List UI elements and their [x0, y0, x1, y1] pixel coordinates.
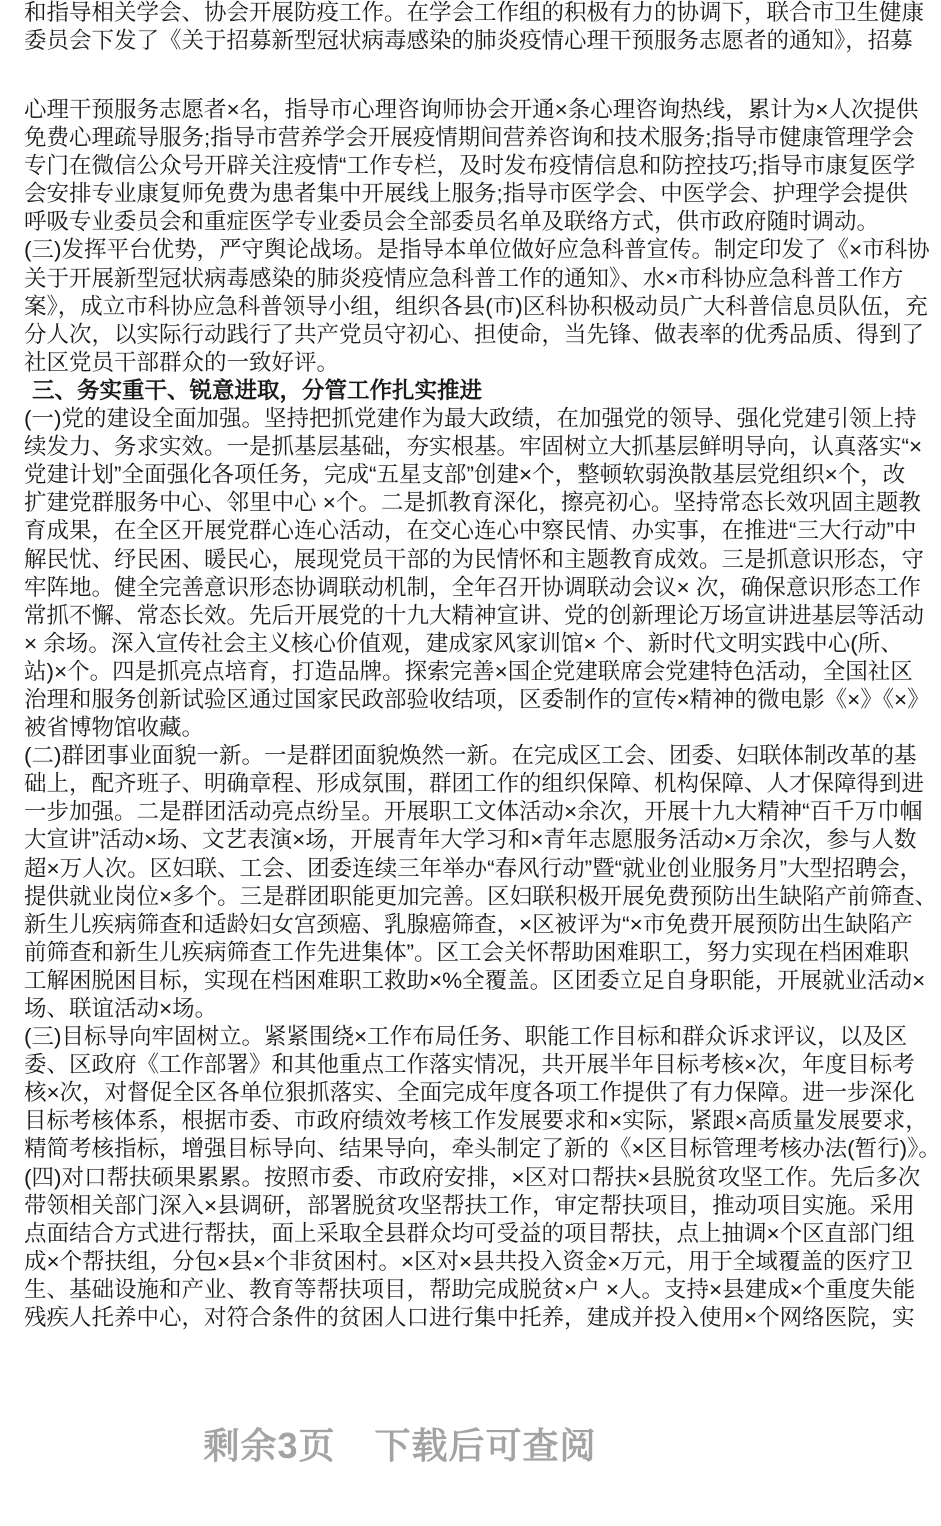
- text-line: 党建计划”全面强化各项任务，完成“五星支部”创建×个，整顿软弱涣散基层党组织×个，改: [24, 462, 906, 488]
- text-line: 生、基础设施和产业、教育等帮扶项目，帮助完成脱贫×户 ×人。支持×县建成×个重度失能: [24, 1276, 916, 1302]
- remaining-pages-label: 剩余3页: [203, 1425, 336, 1466]
- text-line: 分人次，以实际行动践行了共产党员守初心、担使命，当先锋、做表率的优秀品质、得到了: [24, 321, 925, 347]
- text-line: 和指导相关学会、协会开展防疫工作。在学会工作组的积极有力的协调下，联合市卫生健康: [24, 0, 925, 25]
- text-line: 被省博物馆收藏。: [24, 715, 205, 741]
- text-line: 提供就业岗位×多个。三是群团职能更加完善。区妇联积极开展免费预防出生缺陷产前筛查、: [24, 883, 938, 909]
- text-line: 育成果，在全区开展党群心连心活动，在交心连心中察民情、办实事，在推进“三大行动”中: [24, 518, 917, 544]
- text-line: 超×万人次。区妇联、工会、团委连续三年举办“春风行动”暨“就业创业服务月”大型招聘会，: [24, 855, 923, 881]
- text-line: 点面结合方式进行帮扶，面上采取全县群众均可受益的项目帮扶，点上抽调×个区直部门组: [24, 1220, 915, 1246]
- document-body: [24, 96, 941, 1332]
- text-line: 专门在微信公众号开辟关注疫情“工作专栏，及时发布疫情信息和防控技巧;指导市康复医学: [24, 153, 916, 179]
- document-top-fragment: [24, 0, 925, 55]
- text-line: 常抓不懈、常态长效。先后开展党的十九大精神宣讲、党的创新理论万场宣讲进基层等活动: [24, 602, 925, 628]
- text-line: (三)目标导向牢固树立。紧紧围绕×工作布局任务、职能工作目标和群众诉求评议，以及区: [24, 1024, 908, 1050]
- section-heading: 三、务实重干、锐意进取，分管工作扎实推进: [32, 377, 483, 403]
- text-line: 新生儿疾病筛查和适龄妇女宫颈癌、乳腺癌筛查，×区被评为“×市免费开展预防出生缺陷产: [24, 911, 913, 937]
- text-line: 成×个帮扶组，分包×县×个非贫困村。×区对×县共投入资金×万元，用于全域覆盖的医疗卫: [24, 1248, 913, 1274]
- text-line: 委员会下发了《关于招募新型冠状病毒感染的肺炎疫情心理干预服务志愿者的通知》，招募: [24, 28, 913, 54]
- text-line: 解民忧、纾民困、暖民心，展现党员干部的为民情怀和主题教育成效。三是抓意识形态，守: [24, 546, 925, 572]
- text-line: 呼吸专业委员会和重症医学专业委员会全部委员名单及联络方式，供市政府随时调动。: [24, 209, 880, 235]
- text-line: × 余场。深入宣传社会主义核心价值观，建成家风家训馆× 个、新时代文明实践中心(所、: [24, 630, 903, 656]
- text-line: 社区党员干部群众的一致好评。: [24, 349, 340, 375]
- text-line: 站)×个。四是抓亮点培育，打造品牌。探索完善×国企党建联席会党建特色活动，全国社区: [24, 658, 913, 684]
- text-line: 关于开展新型冠状病毒感染的肺炎疫情应急科普工作的通知》、水×市科协应急科普工作方: [24, 265, 904, 291]
- text-line: 工解困脱困目标，实现在档困难职工救助×%全覆盖。区团委立足自身职能，开展就业活动×: [24, 967, 926, 993]
- text-line: (四)对口帮扶硕果累累。按照市委、市政府安排，×区对口帮扶×县脱贫攻坚工作。先后多次: [24, 1164, 921, 1190]
- text-line: 心理干预服务志愿者×名，指导市心理咨询师协会开通×条心理咨询热线，累计为×人次提供: [24, 97, 919, 122]
- text-line: 带领相关部门深入×县调研，部署脱贫攻坚帮扶工作，审定帮扶项目，推动项目实施。采用: [24, 1192, 915, 1218]
- text-line: 前筛查和新生儿疾病筛查工作先进集体”。区工会关怀帮助困难职工，努力实现在档困难职: [24, 939, 909, 965]
- text-line: 核×次，对督促全区各单位狠抓落实、全面完成年度各项工作提供了有力保障。进一步深化: [24, 1080, 915, 1106]
- text-line: 免费心理疏导服务;指导市营养学会开展疫情期间营养咨询和技术服务;指导市健康管理学会: [24, 125, 915, 151]
- text-line: 场、联谊活动×场。: [24, 996, 218, 1021]
- text-line: 扩建党群服务中心、邻里中心 ×个。二是抓教育深化，擦亮初心。坚持常态长效巩固主题教: [24, 490, 921, 516]
- text-line: (三)发挥平台优势，严守舆论战场。是指导本单位做好应急科普宣传。制定印发了《×市科协: [24, 237, 930, 263]
- download-to-view-label[interactable]: 下载后可查阅: [374, 1425, 597, 1466]
- download-prompt[interactable]: [0, 1418, 800, 1469]
- text-line: 精简考核指标，增强目标导向、结果导向，牵头制定了新的《×区目标管理考核办法(暂行)》。: [24, 1136, 941, 1162]
- text-line: 残疾人托养中心，对符合条件的贫困人口进行集中托养，建成并投入使用×个网络医院，实: [24, 1305, 915, 1331]
- text-line: 础上，配齐班子、明确章程、形成氛围，群团工作的组织保障、机构保障、人才保障得到进: [24, 771, 925, 797]
- text-line: 一步加强。二是群团活动亮点纷呈。开展职工文体活动×余次，开展十九大精神“百千万巾帼: [24, 799, 923, 825]
- text-line: 续发力、务求实效。一是抓基层基础，夯实根基。牢固树立大抓基层鲜明导向，认真落实“×: [24, 434, 923, 460]
- text-line: (二)群团事业面貌一新。一是群团面貌焕然一新。在完成区工会、团委、妇联体制改革的基: [24, 743, 917, 769]
- text-line: 牢阵地。健全完善意识形态协调联动机制，全年召开协调联动会议× 次，确保意识形态工作: [24, 574, 921, 600]
- text-line: 委、区政府《工作部署》和其他重点工作落实情况，共开展半年目标考核×次，年度目标考: [24, 1052, 915, 1078]
- text-line: 会安排专业康复师免费为患者集中开展线上服务;指导市医学会、中医学会、护理学会提供: [24, 181, 908, 207]
- text-line: 治理和服务创新试验区通过国家民政部验收结项，区委制作的宣传×精神的微电影《×》《×》: [24, 686, 930, 712]
- text-line: 案》，成立市科协应急科普领导小组，组织各县(市)区科协积极动员广大科普信息员队伍，充: [24, 293, 928, 319]
- text-line: 目标考核体系，根据市委、市政府绩效考核工作发展要求和×实际，紧跟×高质量发展要求，: [24, 1108, 928, 1134]
- text-line: 大宣讲”活动×场、文艺表演×场，开展青年大学习和×青年志愿服务活动×万余次，参与人数: [24, 827, 917, 853]
- text-line: (一)党的建设全面加强。坚持把抓党建作为最大政绩，在加强党的领导、强化党建引领上持: [24, 406, 917, 432]
